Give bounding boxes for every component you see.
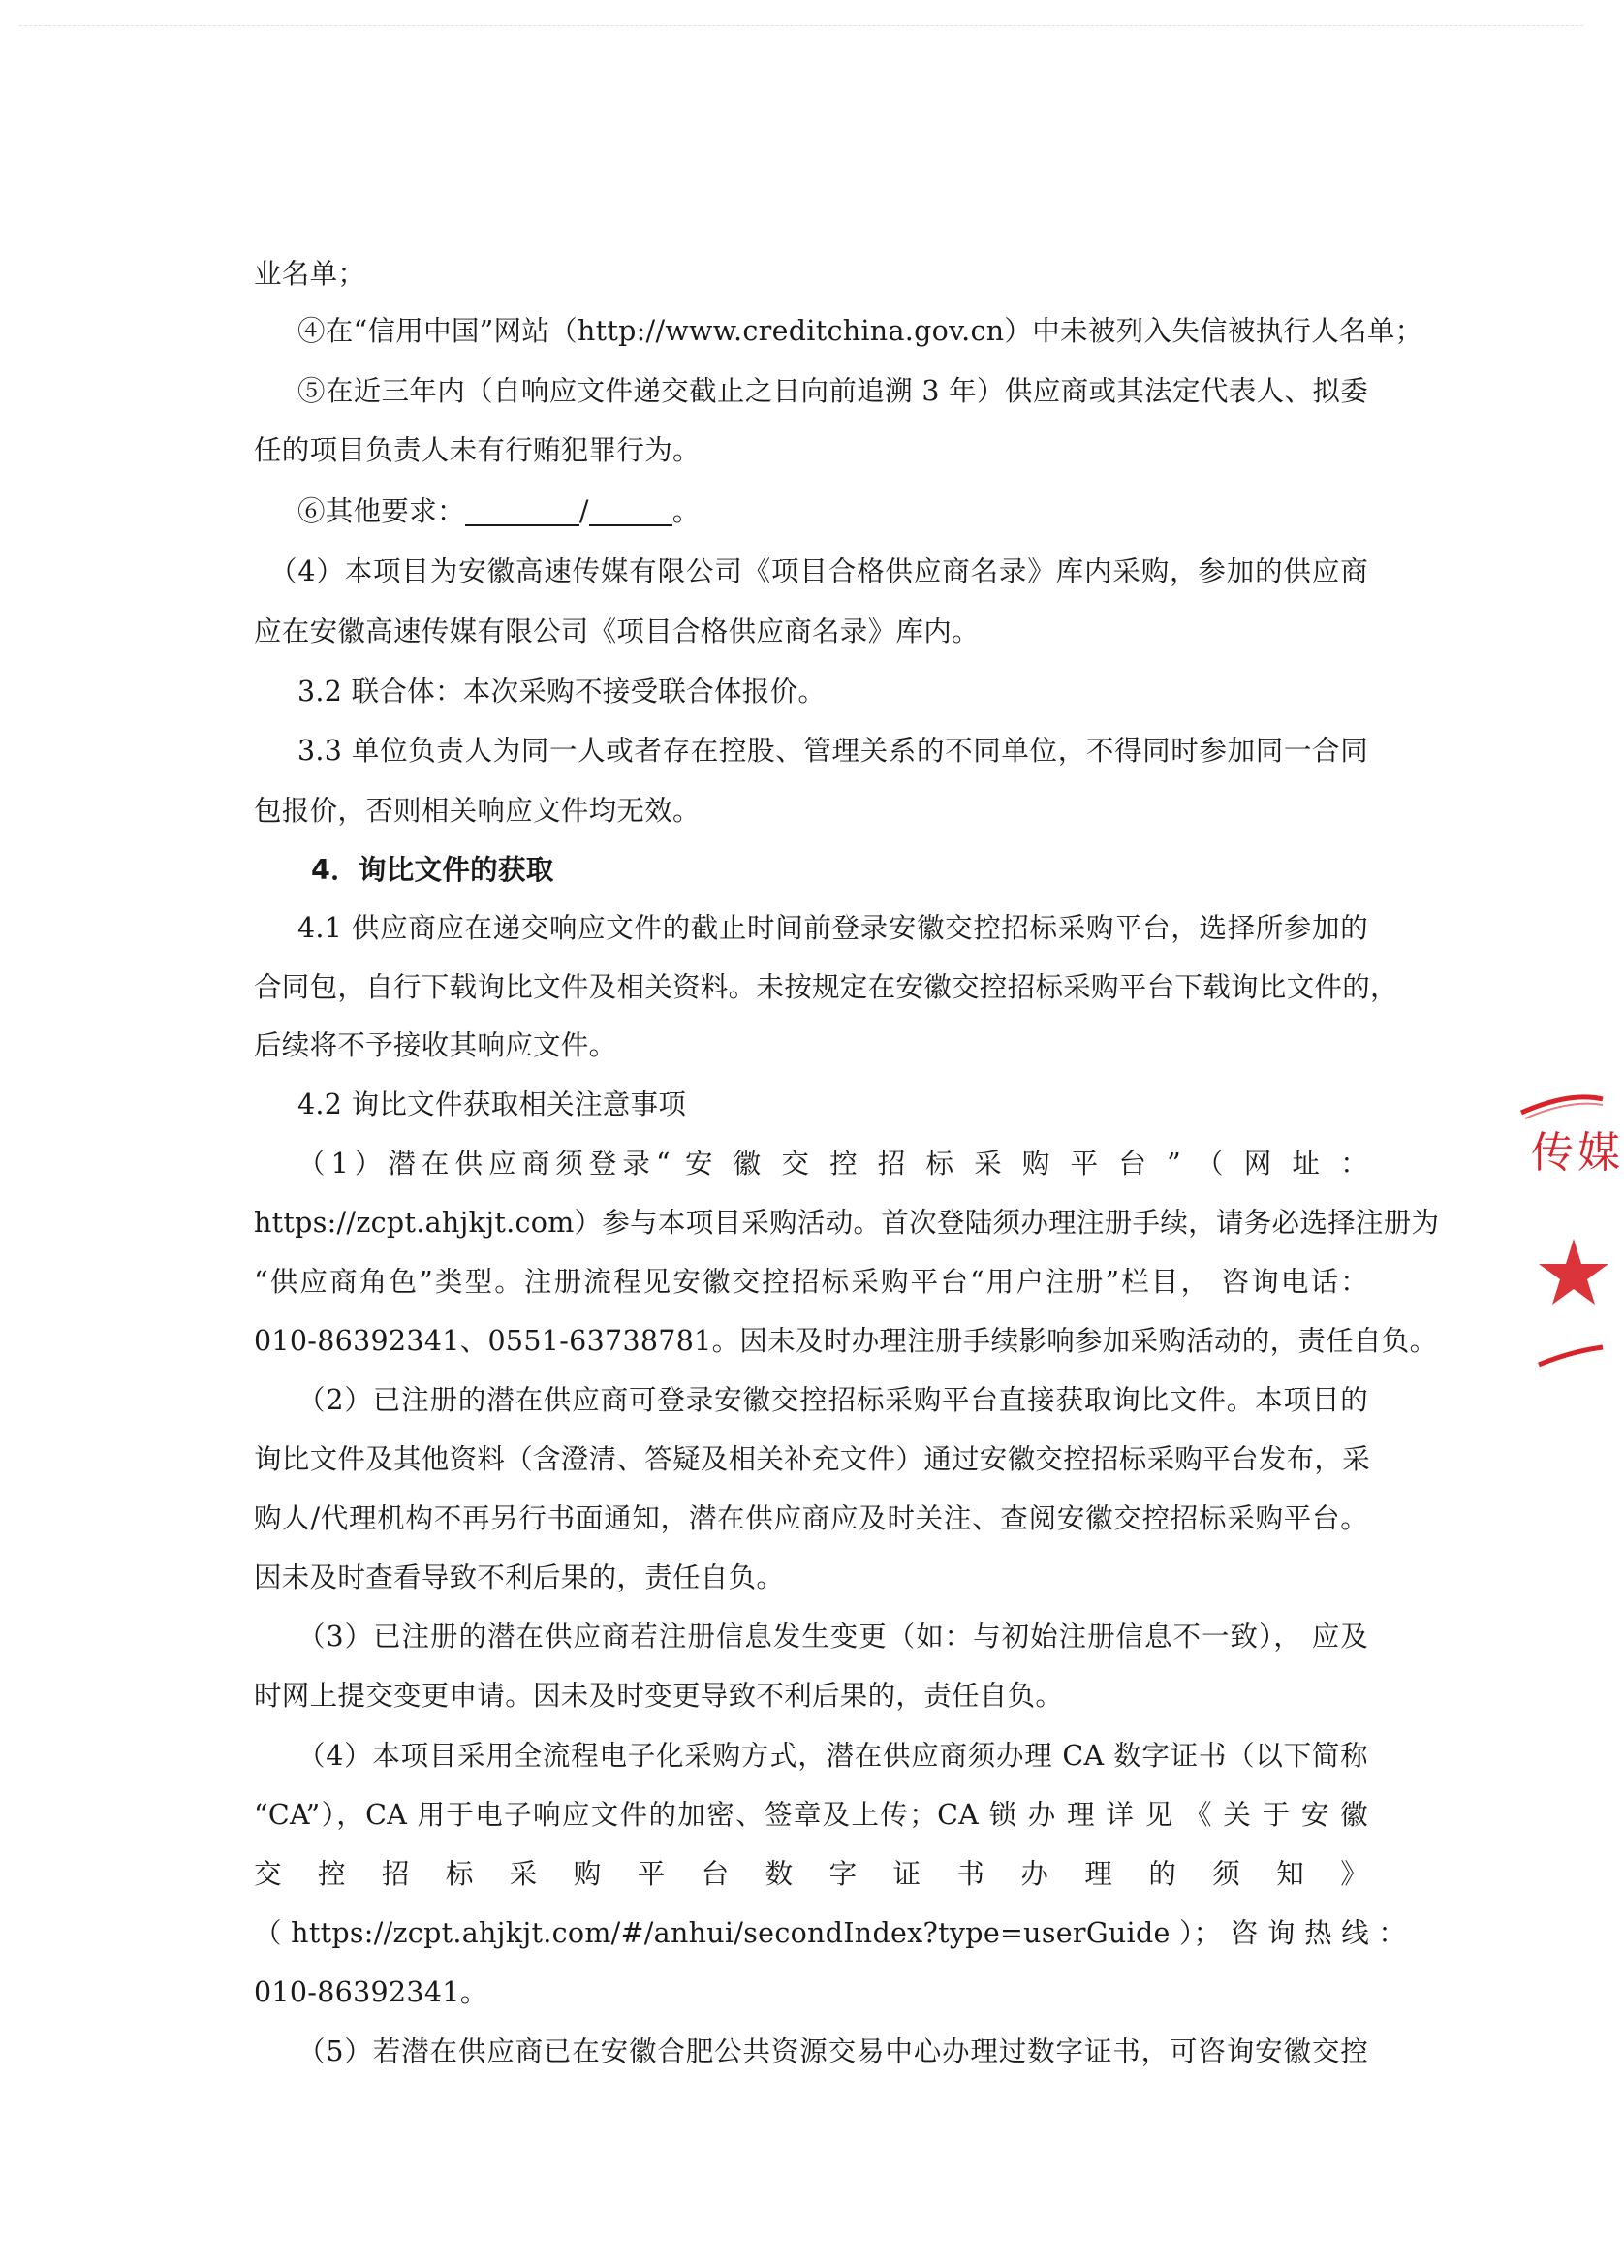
text-line: （4）本项目为安徽高速传媒有限公司《项目合格供应商名录》库内采购，参加的供应商 [269,555,1368,587]
text-line: 因未及时查看导致不利后果的，责任自负。 [254,1561,785,1593]
text-line: 010-86392341。 [254,1976,488,2008]
fill-blank [589,495,672,526]
text-line: ④在“信用中国”网站（http://www.creditchina.gov.cn）中未被列入失信被执行人名单； [297,315,1423,347]
text-line: 询比文件及其他资料（含澄清、答疑及相关补充文件）通过安徽交控招标采购平台发布，采 [254,1443,1371,1475]
other-requirements-line [297,492,1368,531]
company-seal-fragment [1502,1084,1624,1374]
text-line: 购人/代理机构不再另行书面通知，潜在供应商应及时关注、查阅安徽交控招标采购平台。 [254,1502,1368,1534]
fill-blank [465,495,579,526]
text-line: （ https://zcpt.ahjkjt.com/#/anhui/secondIndex?type=userGuide ）； 咨 询 热 线 ： [254,1917,1407,1949]
text-line: 应在安徽高速传媒有限公司《项目合格供应商名录》库内。 [254,615,980,647]
text-line: “供应商角色”类型。注册流程见安徽交控招标采购平台“用户注册”栏目， 咨询电话： [254,1266,1368,1298]
text-line: 010-86392341、0551-63738781。因未及时办理注册手续影响参加采购活动的，责任自负。 [254,1325,1438,1357]
text-line: ⑤在近三年内（自响应文件递交截止之日向前追溯 3 年）供应商或其法定代表人、拟委 [297,375,1368,407]
text-line: 合同包，自行下载询比文件及相关资料。未按规定在安徽交控招标采购平台下载询比文件的， [254,971,1398,1003]
text-line: 业名单； [254,258,366,290]
other-requirements-value: / [578,495,589,527]
text-line: 4.1 供应商应在递交响应文件的截止时间前登录安徽交控招标采购平台，选择所参加的 [297,912,1368,944]
text-line: （2）已注册的潜在供应商可登录安徽交控招标采购平台直接获取询比文件。本项目的 [297,1384,1368,1416]
page-top-rule [19,25,1583,26]
seal-lettering: 传媒 [1531,1128,1624,1178]
other-requirements-end: 。 [671,495,701,527]
seal-icon [1502,1084,1603,1374]
text-line: （5）若潜在供应商已在安徽合肥公共资源交易中心办理过数字证书，可咨询安徽交控 [297,2035,1368,2067]
text-line: 3.3 单位负责人为同一人或者存在控股、管理关系的不同单位，不得同时参加同一合同 [297,735,1368,767]
text-line: 包报价，否则相关响应文件均无效。 [254,795,701,827]
text-line: 后续将不予接收其响应文件。 [254,1029,617,1061]
text-line: “CA”），CA 用于电子响应文件的加密、签章及上传；CA 锁 办 理 详 见 《 关 于 安 徽 [254,1799,1368,1831]
subsection-heading: 4.2 询比文件获取相关注意事项 [297,1088,687,1120]
text-line: 3.2 联合体：本次采购不接受联合体报价。 [297,676,827,708]
text-line: （3）已注册的潜在供应商若注册信息发生变更（如：与初始注册信息不一致）， 应及 [297,1621,1368,1653]
text-line: https://zcpt.ahjkjt.com）参与本项目采购活动。首次登陆须办理注册手续，请务必选择注册为 [254,1207,1440,1239]
section-heading: 4．询比文件的获取 [311,854,554,886]
other-requirements-label: ⑥其他要求： [297,495,465,527]
text-line: 时网上提交变更申请。因未及时变更导致不利后果的，责任自负。 [254,1680,1064,1712]
text-line: 任的项目负责人未有行贿犯罪行为。 [254,434,701,466]
text-line: 交 控 招 标 采 购 平 台 数 字 证 书 办 理 的 须 知 》 [254,1858,1368,1890]
text-line: （4）本项目采用全流程电子化采购方式，潜在供应商须办理 CA 数字证书（以下简称 [297,1740,1368,1772]
text-line: （1）潜在供应商须登录“ 安 徽 交 控 招 标 采 购 平 台 ” （ 网 址 ： [297,1148,1368,1180]
